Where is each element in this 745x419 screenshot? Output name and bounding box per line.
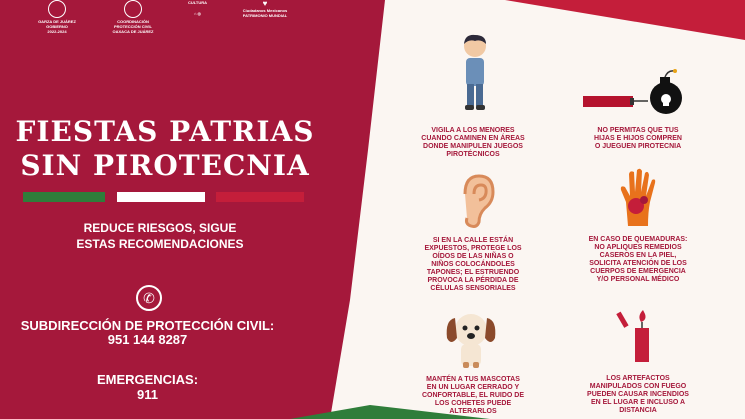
caption-line: CUANDO CAMINEN EN ÁREAS xyxy=(421,135,525,142)
ear-icon xyxy=(457,172,497,230)
logo-strip xyxy=(30,0,330,34)
subtitle-line: ESTAS RECOMENDACIONES xyxy=(76,237,244,251)
tip-caption xyxy=(568,127,708,151)
caption-line: LOS ARTEFACTOS xyxy=(606,375,670,382)
logo-patrimonio xyxy=(235,0,295,18)
caption-line: EN EL LUGAR E INCLUSO A xyxy=(590,399,686,406)
caption-line: CUERPOS DE EMERGENCIA xyxy=(590,268,686,275)
caption-line: TAPONES; EL ESTRUENDO xyxy=(426,269,520,276)
dog-icon xyxy=(443,308,499,370)
logo-cultura xyxy=(175,0,220,16)
caption-line: OÍDOS DE LAS NIÑAS O xyxy=(432,253,514,260)
tip-caption xyxy=(568,236,708,284)
bomb-icon xyxy=(580,68,690,118)
caption-line: PIROTÉCNICOS xyxy=(446,151,500,158)
flag-stripe-green xyxy=(23,192,105,202)
page-title xyxy=(10,115,320,183)
caption-line: DONDE MANIPULEN JUEGOS xyxy=(423,143,523,150)
caption-line: PROVOCA LA PÉRDIDA DE xyxy=(427,277,519,284)
flag-stripe-white xyxy=(117,192,205,202)
logo-municipio xyxy=(32,0,82,34)
caption-line: O JUEGUEN PIROTECNIA xyxy=(594,143,682,150)
caption-line: Y/O PERSONAL MÉDICO xyxy=(596,276,680,283)
caption-line: MANTÉN A TUS MASCOTAS xyxy=(426,376,520,383)
logo-text: COORDINACIÓN xyxy=(117,19,149,24)
caption-line: EN UN LUGAR CERRADO Y xyxy=(426,384,520,391)
seal-icon xyxy=(48,0,66,18)
logo-proteccion-civil xyxy=(108,0,158,34)
logo-text: CULTURA xyxy=(187,0,208,5)
logo-text: OAXACA DE JUÁREZ xyxy=(112,29,154,34)
flag-stripe-red xyxy=(216,192,304,202)
caption-line: SOLICITA ATENCIÓN DE LOS xyxy=(589,260,687,267)
logo-text: PROTECCIÓN CIVIL xyxy=(113,24,152,29)
tip-caption xyxy=(403,376,543,416)
title-line: FIESTAS PATRIAS xyxy=(15,115,315,148)
caption-line: NIÑOS COLOCÁNDOLES xyxy=(431,261,515,268)
caption-line: NO APLIQUES REMEDIOS xyxy=(594,244,682,251)
logo-text: PATRIMONIO MUNDIAL xyxy=(242,13,288,18)
logo-text: GARZA DE JUÁREZ xyxy=(38,19,76,24)
caption-line: EN CASO DE QUEMADURAS: xyxy=(588,236,688,243)
caption-line: ALTERARLOS xyxy=(449,408,497,415)
heart-icon: ♥ xyxy=(262,0,268,8)
caption-line: NO PERMITAS QUE TUS xyxy=(597,127,679,134)
museum-icon: ⌂ ◎ xyxy=(193,11,202,16)
caption-line: MANIPULADOS CON FUEGO xyxy=(589,383,687,390)
emergency-phone: 911 xyxy=(137,387,158,402)
logo-text: GOBIERNO xyxy=(46,24,68,29)
phone-icon: ✆ xyxy=(136,285,162,311)
subtitle-line: REDUCE RIESGOS, SIGUE xyxy=(83,221,237,235)
firecracker-icon xyxy=(615,308,655,366)
caption-line: CASEROS EN LA PIEL, xyxy=(599,252,677,259)
caption-line: SI EN LA CALLE ESTÁN xyxy=(432,237,514,244)
caption-line: CONFORTABLE, EL RUIDO DE xyxy=(421,392,525,399)
caption-line: EXPUESTOS, PROTEGE LOS xyxy=(424,245,522,252)
caption-line: LOS COHETES PUEDE xyxy=(434,400,512,407)
caption-line: VIGILA A LOS MENORES xyxy=(431,127,515,134)
burned-hand-icon xyxy=(618,168,663,228)
logo-text: Ciudadanos Mexicanos xyxy=(242,8,288,13)
emergency-label: EMERGENCIAS: xyxy=(96,372,199,387)
civil-protection-phone: 951 144 8287 xyxy=(107,332,188,347)
caption-line: CÉLULAS SENSORIALES xyxy=(430,285,516,292)
top-red-stripe xyxy=(505,0,745,40)
tip-caption xyxy=(403,237,543,293)
caption-line: HIJAS E HIJOS COMPREN xyxy=(594,135,682,142)
subtitle xyxy=(20,220,300,252)
title-line: SIN PIROTECNIA xyxy=(20,149,310,182)
tip-caption xyxy=(403,127,543,159)
caption-line: DISTANCIA xyxy=(619,407,657,414)
logo-text: 2022-2024 xyxy=(47,29,67,34)
child-icon xyxy=(455,32,495,117)
right-panel xyxy=(330,0,745,419)
civil-protection-label: SUBDIRECCIÓN DE PROTECCIÓN CIVIL: xyxy=(20,318,275,333)
seal-icon xyxy=(124,0,142,18)
tip-caption xyxy=(568,375,708,415)
caption-line: PUEDEN CAUSAR INCENDIOS xyxy=(587,391,689,398)
